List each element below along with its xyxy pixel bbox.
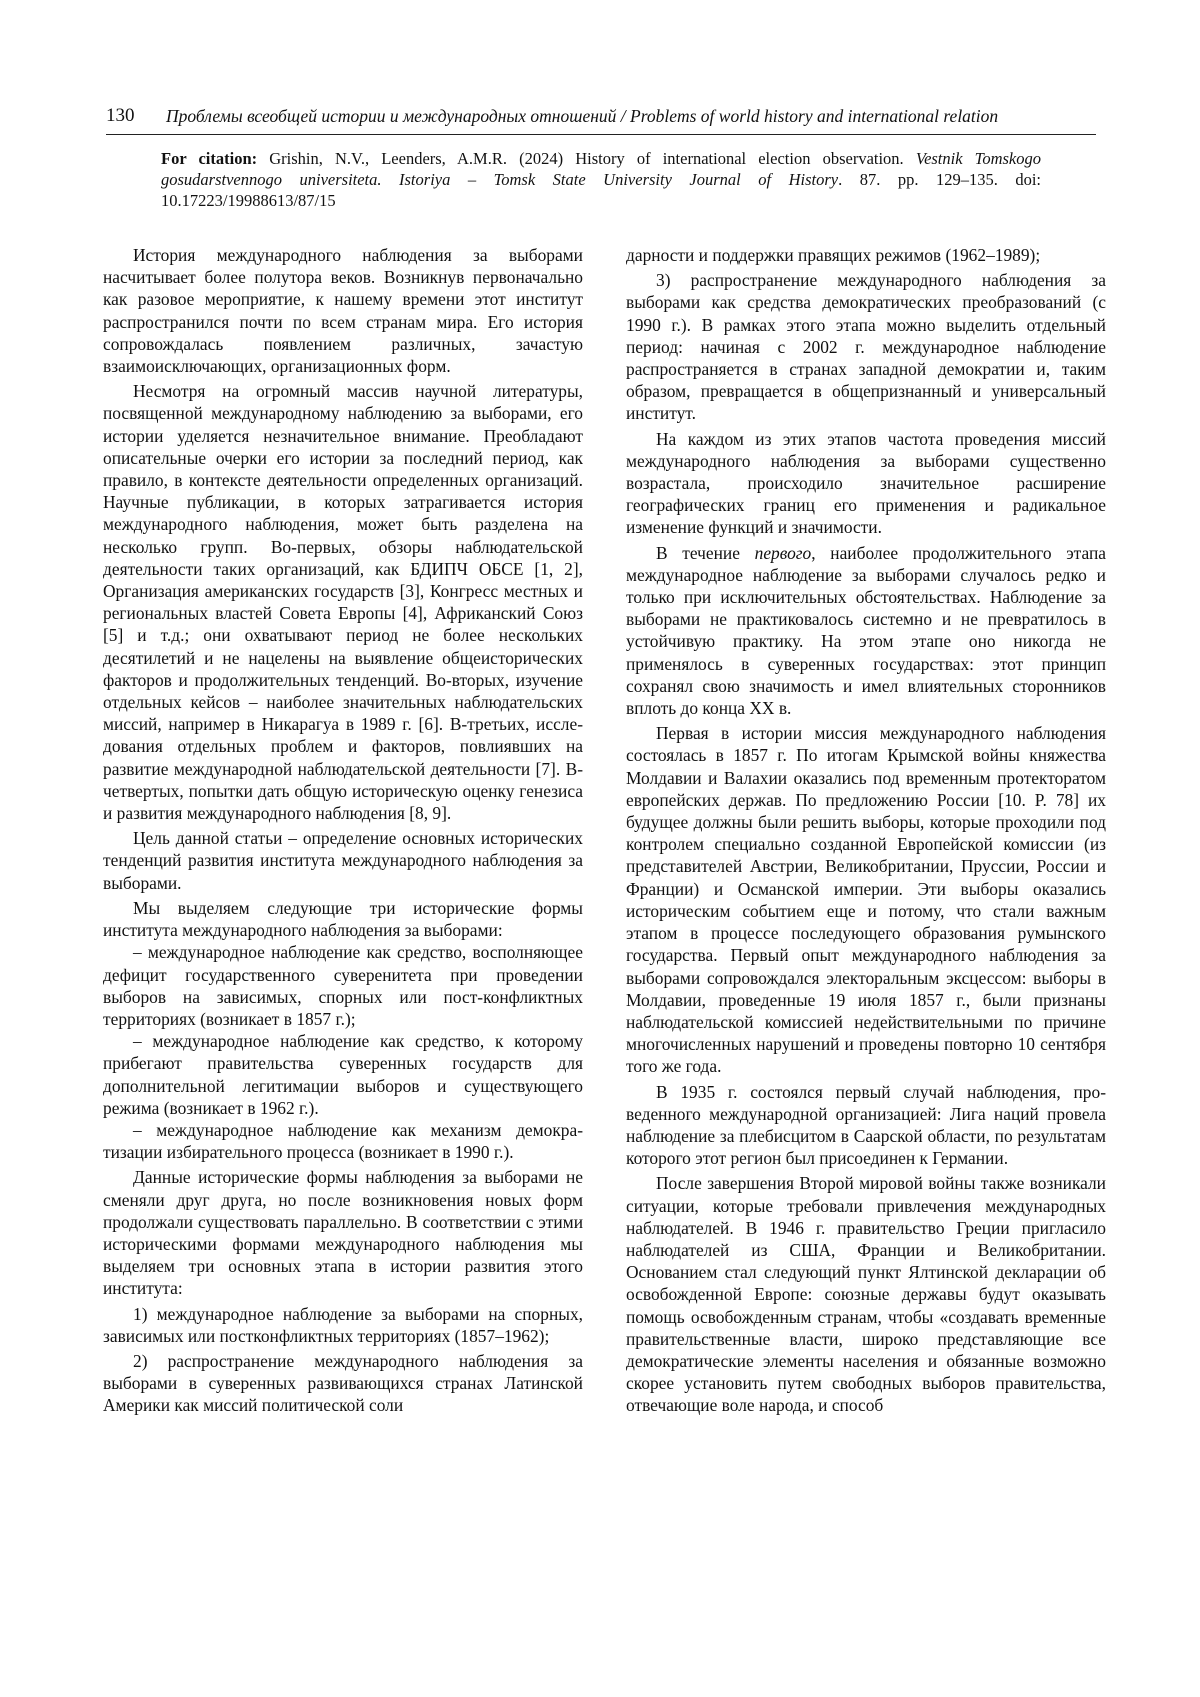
list-item-stage-2: 2) распространение международного наблюдения за выборами в суверенных развивающихся странах Латинской Америки как миссий политической соли: [103, 1350, 583, 1416]
right-column: [626, 244, 1106, 1417]
left-column: [103, 244, 583, 1417]
running-header: [106, 104, 1096, 135]
first-stage-rest: , наиболее продолжительного этапа международное наблюдение за выборами случалось редко и только при исключительных обстоятельствах. Наблюдение за выборами не практиковалось системно и не превратилось в устойчивую практику. На этом этапе оно никогда не применялось в суверенных государствах: этот принцип сохранял свою значимость и имел влиятельных сторонников вплоть до конца XX в.: [626, 542, 1107, 719]
paragraph-aim: Цель данной статьи – определение основных исторических тенденций развития института международного наблюдения за выборами.: [103, 828, 583, 893]
paragraph-intro: История международного наблюдения за выборами насчитывает более полутора веков. Возникнув первоначально как разовое мероприятие, к нашему времени этот институт распространился почти по всем странам мира. Его история сопровождалась появлением различных, зачастую взаимоисключающих, организационных форм.: [103, 245, 583, 377]
list-item-stage-3: 3) распространение международного наблюдения за выборами как средства демократических преобразований (с 1990 г.). В рамках этого этапа можно выделить отдельный период: начиная с 2002 г. международное наблюдение распространяется в странах западной демократии и, таким образом, превращается в общепризнанный и универсальный институт.: [626, 270, 1106, 424]
citation-authors-title: Grishin, N.V., Leenders, A.M.R. (2024) History of international election observation.: [257, 149, 916, 168]
citation-details: . 87. pp. 129–135. doi: 10.17223/19988613/87/15: [161, 170, 1042, 210]
page-number: 130: [106, 105, 135, 126]
journal-title: Проблемы всеобщей истории и международных отношений / Problems of world history and international relation: [166, 106, 999, 126]
list-item-form-1: – международное наблюдение как средство, восполняющее дефицит государственного суверенитета при проведении выборов на зависимых, спорных или пост-конфликтных территориях (возникает в 1857 г.);: [103, 942, 583, 1029]
list-item-stage-2-cont: дарности и поддержки правящих режимов (1962–1989);: [626, 245, 1041, 265]
paragraph-1946-greece: После завершения Второй мировой войны также возникали ситуации, которые требовали привлечения международных наблюдателей. В 1946 г. правительство Греции пригласило наблюдателей из США, Франции и Великобритании. Основанием стал следующий пункт Ялтинской декларации об освобожденной Европе: союзные державы будут оказывать помощь освобожденным странам, чтобы «создавать временные правительственные власти, широко представляющие все демократические элементы населения и обязанные возможно скорее установить путем свободных выборов правительства, отвечающие воле народа, и способ: [626, 1173, 1106, 1416]
paragraph-frequency: На каждом из этих этапов частота проведения миссий международного наблюдения за выборами существенно возрастала, происходило значительное расширение географических границ его применения и радикальное изменение функций и значимости.: [626, 428, 1106, 538]
first-stage-emphasis: первого: [754, 542, 812, 563]
paragraph-1857-mission: Первая в истории миссия международного наблюдения состоялась в 1857 г. По итогам Крымской войны княжества Молдавии и Валахии оказались под временным протекторатом европейских держав. По предложению России [10. P. 78] их будущее должны были решить выборы, которые проходили под контролем специально созданной Европейской комиссии (из представителей Австрии, Великобритании, Пруссии, России и Франции) и Османской империи. Эти выборы оказались историческим событием еще и потому, что стали важным этапом в процессе последующего образования румынского государства. Первый опыт международного наблюдения за выборами сопровождался электоральным эксцессом: выборы в Молдавии, проведенные 19 июля 1857 г., были признаны наблюдательской комиссией недействительными по причине многочисленных нарушений и проведены повторно 10 сентября того же года.: [626, 723, 1106, 1077]
citation-journal: Vestnik Tomskogo gosudarstvennogo universiteta. Istoriya – Tomsk State University Journal of History: [161, 149, 1041, 189]
list-item-form-3: – международное наблюдение как механизм демократизации избирательного процесса (возникает в 1990 г.).: [103, 1119, 583, 1163]
paragraph-1935-saar: В 1935 г. состоялся первый случай наблюдения, проведенного международной организацией: Лига наций провела наблюдение за плебисцитом в Саарской области, по результатам которого этот регион был присоединен к Германии.: [626, 1081, 1106, 1169]
list-item-form-2: – международное наблюдение как средство, к которому прибегают правительства суверенных государств для дополнительной легитимации выборов и существующего режима (возникает в 1962 г.).: [103, 1031, 583, 1118]
list-item-stage-1: 1) международное наблюдение за выборами на спорных, зависимых или постконфликтных территориях (1857–1962);: [103, 1303, 583, 1346]
paragraph-first-stage: [626, 542, 1106, 720]
citation-block: [161, 148, 1041, 211]
paragraph-literature: Несмотря на огромный массив научной литературы, посвященной международному наблюдению за выборами, его истории уделяется незначительное внимание. Преобладают описательные очерки его истории за последний период, как правило, в контексте деятельности определенных организаций. Научные публикации, в которых затрагивается история международного наблюдения, может быть разделена на несколько групп. Во-первых, обзоры наблюдательской деятельности таких организаций, как БДИПЧ ОБСЕ [1, 2], Организация американских государств [3], Конгресс местных и региональных властей Совета Европы [4], Африканский Союз [5] и т.д.; они охватывают период не более нескольких десятилетий и не нацелены на выявление общеисторических факторов и продолжительных тенденций. Во-вторых, изучение отдельных кейсов – наиболее значительных наблюдательских миссий, например в Никарагуа в 1989 г. [6]. В-третьих, исследования отдельных проблем и факторов, повлиявших на развитие международной наблюдательской деятельности [7]. В-четвертых, попытки дать общую историческую оценку генезиса и развития международного наблюдения [8, 9].: [103, 381, 583, 824]
paragraph-stages-intro: Данные исторические формы наблюдения за выборами не сменяли друг друга, но после возникновения новых форм продолжали существовать параллельно. В соответствии с этими историческими формами международного наблюдения мы выделяем три основных этапа в истории развития этого института:: [103, 1167, 583, 1299]
paragraph-forms-intro: Мы выделяем следующие три исторические формы института международного наблюдения за выборами:: [103, 897, 583, 941]
first-stage-lead: В течение: [656, 542, 755, 563]
citation-label: For citation:: [161, 149, 258, 168]
